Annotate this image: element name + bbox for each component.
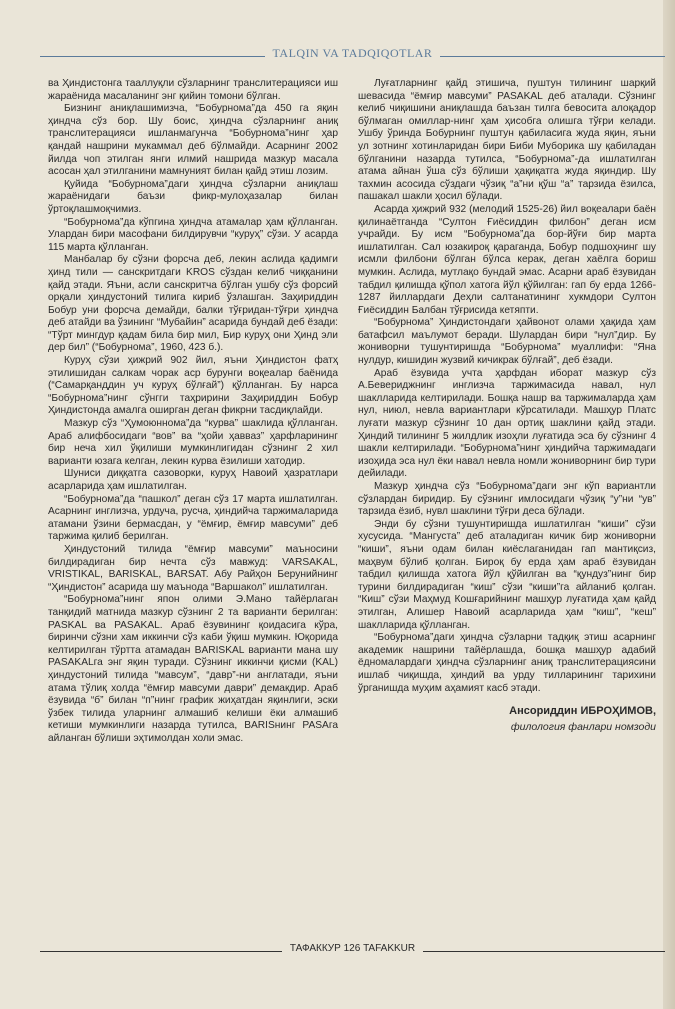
page-number: ТАФАККУР 126 TAFAKKUR: [282, 943, 423, 954]
paragraph: Асарда ҳижрий 932 (мелодий 1525-26) йил воқеалари баён қилинаётганда “Султон Ғиёсиддин филбон” деган исм учрайди. Бу исм “Бобурнома”да бор-йўғи бир марта ишлатилган. Сал юзакироқ қараганда, Бобур подшоҳнинг шу исмли филбони бўлган бўлса керак, деган хаёлга бориш мумкин. Аслида, мутлақо бундай эмас. Асарни араб ёзувидан табдил қилишда қўпол хатога йўл қўйилган: гап бу ерда 1266-1287 йиллардаги Деҳли салтанатининг хукмдори Султон Ғиёсиддин Балбан тўғрисида кетяпти.: [358, 203, 656, 316]
right-column: [358, 78, 656, 733]
paragraph: Қуйида “Бобурнома”даги ҳиндча сўзларни аниқлаш жараёнидаги баъзи фикр-мулоҳазалар билан ўртоқлашмоқчимиз.: [48, 178, 338, 215]
paragraph: ва Ҳиндистонга тааллуқли сўзларнинг транслитерацияси иш жараёнида масаланинг энг қийин томони бўлган.: [48, 78, 338, 102]
paragraph: Луғатларнинг қайд этишича, пуштун тилининг шарқий шевасида “ёмғир мавсуми” PASAKAL деб аталади. Сўзнинг келиб чиқишини аниқлашда баъзан тилга бевосита алоқадор бўлмаган омиллар-нинг ҳам ҳисобга олишга тўғри келади. Ушбу ўринда Бобурнинг пуштун қабиласига жуда яқин, яъни ул зотнинг хотинларидан бири Биби Муборика шу қабиладан бўлганини назарда тутилса, “Бобурнома”-да ишлатилган атама айнан ўша сўз бўлиши ҳақиқатга жуда яқиндир. Шу тахмин асосида сўздаги чўзиқ “а”ни қўш “а” тарзида ёзилса, пашакал шакли ҳосил бўлади.: [358, 78, 656, 203]
page-edge: [663, 0, 675, 1009]
paragraph: “Бобурнома” Ҳиндистондаги ҳайвонот олами ҳақида ҳам батафсил маълумот беради. Шулардан бири “нул”дир. Бу жониворни тушунтиришда “Бобурнома” муаллифи: “Яна нулдур, кишидин жузвий кичикрак бўлғай”, деб ёзади.: [358, 317, 656, 367]
paragraph: “Бобурнома”да кўпгина ҳиндча атамалар ҳам қўлланган. Улардан бири масофани билдирувчи “куруҳ” сўзи. У асарда 115 марта қўлланган.: [48, 216, 338, 253]
paragraph: Мазкур сўз “Ҳумоюннома”да “курва” шаклида қўлланган. Араб алифбосидаги “вов” ва “ҳойи ҳавваз” ҳарфларининг бир неча хил ўқилиши мумкинлигидан сўзнинг 2 хил варианти юзага келган, лекин курва ёзилиши хатодир.: [48, 418, 338, 467]
paragraph: Куруҳ сўзи ҳижрий 902 йил, яъни Ҳиндистон фатҳ этилишидан салкам чорак аср бурунги воқеалар баёнида (“Самарқанддин уч куруҳ бўлғай”) қўлланган. Бу нарса “Бобурнома”нинг сўнгги таҳририни Заҳириддин Бобур Ҳиндистонда амалга оширган деган фикрни тасдиқлайди.: [48, 355, 338, 417]
paragraph: Мазкур ҳиндча сўз “Бобурнома”даги энг кўп вариантли сўзлардан биридир. Бу сўзнинг имлосидаги чўзиқ “у”ни “ув” тарзида ёзиб, нувл шаклини тўғри деса бўлади.: [358, 481, 656, 518]
author-degree: филология фанлари номзоди: [510, 720, 656, 733]
paragraph: Ҳиндустоний тилида “ёмғир мавсуми” маъносини билдирадиган бир нечта сўз мавжуд: VARSAKAL, VRISTIKAL, BARISKAL, BARSAT. Абу Райҳон Берунийнинг “Ҳиндистон” асарида шу маънода “Варшакол” ишлатилган.: [48, 543, 338, 593]
paragraph: Шуниси диққатга сазоворки, куруҳ Навоий ҳазратлари асарларида ҳам ишлатилган.: [48, 468, 338, 492]
section-title: TALQIN VA TADQIQOTLAR: [265, 46, 441, 60]
page-header: [40, 38, 665, 68]
paragraph: Бизнинг аниқлашимизча, “Бобурнома”да 450 га яқин ҳиндча сўз бор. Шу боис, ҳиндча сўзларнинг аниқ транслитерацияси ишланмагунча “Бобурнома”нинг ҳар қандай нашрини мукаммал деб бўлмайди. Асарнинг 2002 йилда чоп этилган янги илмий нашрида мазкур масала асосан ҳал этилганини мамнуният билан қайд этиш лозим.: [48, 103, 338, 178]
paragraph: “Бобурнома”да “пашкол” деган сўз 17 марта ишлатилган. Асарнинг инглизча, урдуча, русча, ҳиндийча таржималарида атамани ўзини бермасдан, у “ёмғир, ёмғир мавсуми” деб таржима қилиб берилган.: [48, 493, 338, 543]
page-footer: [40, 943, 665, 959]
left-column: [48, 78, 338, 745]
paragraph: “Бобурнома”даги ҳиндча сўзларни тадқиқ этиш асарнинг академик нашрини тайёрлашда, бошқа машҳур адабий ёдномалардаги ҳиндча сўзларнинг аниқ транслитерациясини ишлаб чиқишда, ҳиндий ва урду тилларининг тарихини ўрганишда муҳим аҳамият касб этади.: [358, 632, 656, 694]
author-signature: [358, 705, 656, 733]
paragraph: “Бобурнома”нинг япон олими Э.Мано тайёрлаган танқидий матнида мазкур сўзнинг 2 та варианти берилган: PASKAL ва PASAKAL. Араб ёзувининг қоидасига кўра, биринчи сўзни хам иккинчи сўз каби ўқиш мумкин. Юқорида келтирилган тўртта атамадан BARISKAL варианти мана шу PASAKALга энг яқин туради. Сўзнинг иккинчи қисми (KAL) ҳиндустоний тилида “мавсум”, “давр”-ни англатади, яъни атама тўлиқ холда “ёмғир мавсуми даври” демакдир. Араб ёзувида “б” билан “п”нинг график жиҳатдан яқинлиги, эски ўзбек тилида уларнинг алмашиб келиши ёки алмашиб кетиши мумкинлиги назарда тутилса, BARISнинг PASAга айланган бўлиши эҳтимолдан холи эмас.: [48, 594, 338, 744]
paragraph: Араб ёзувида учта ҳарфдан иборат мазкур сўз А.Бевериджнинг инглизча таржимасида навал, нул шаклларида келтирилади. Бошқа нашр ва таржималарда ҳам нул, ниюл, невла вариантлари кўрсатилади. Машҳур Платс луғати мазкур сўзнинг 10 дан ортиқ шаклини қайд этади. Ҳиндий тилининг 5 жилдлик изоҳли луғатида эса бу сўзнинг 4 шакли келтирилади. “Бобурнома”нинг ҳиндийча таржимадаги изоҳида эса нул ёки навал невла номли жониворнинг бир тури дейилади.: [358, 367, 656, 480]
paragraph: Энди бу сўзни тушунтиришда ишлатилган “киши” сўзи хусусида. “Мангуста” деб аталадиган кичик бир жониворни “киши”, яъни одам билан киёслаганидан гап мантиқсиз, маҳвум бўлиб қолган. Бироқ бу ерда ҳам араб ёзувидан табдил қилишда хатога йўл қўйилган ва “қундуз”нинг бир турини билдирадиган “киш” сўзи “киши”га айланиб қолган. “Киш” сўзи Маҳмуд Кошғарийнинг машҳур луғатида ҳам қайд этилган, Алишер Навоий асарларида ҳам “киш”, “кеш” шаклларида қўлланган.: [358, 518, 656, 631]
paragraph: Манбалар бу сўзни форсча деб, лекин аслида қадимги ҳинд тили — санскритдаги KROS сўздан келиб чиққанини қайд этади. Яъни, асли санскритча бўлган ушбу сўз форсий орқали ҳиндустоний тилига кириб ўзлашган. Заҳириддин Бобур уни форсча демайди, балки тўғридан-тўғри ҳиндча деб атайди ва ўзининг “Мубайин” асарида бундай деб ёзади: “Тўрт мингдур қадам била бир мил, Бир куруҳ они Ҳинд эли дер бил” (“Бобурнома”, 1960, 423 б.).: [48, 254, 338, 354]
author-name: Ансориддин ИБРОҲИМОВ,: [509, 705, 656, 718]
